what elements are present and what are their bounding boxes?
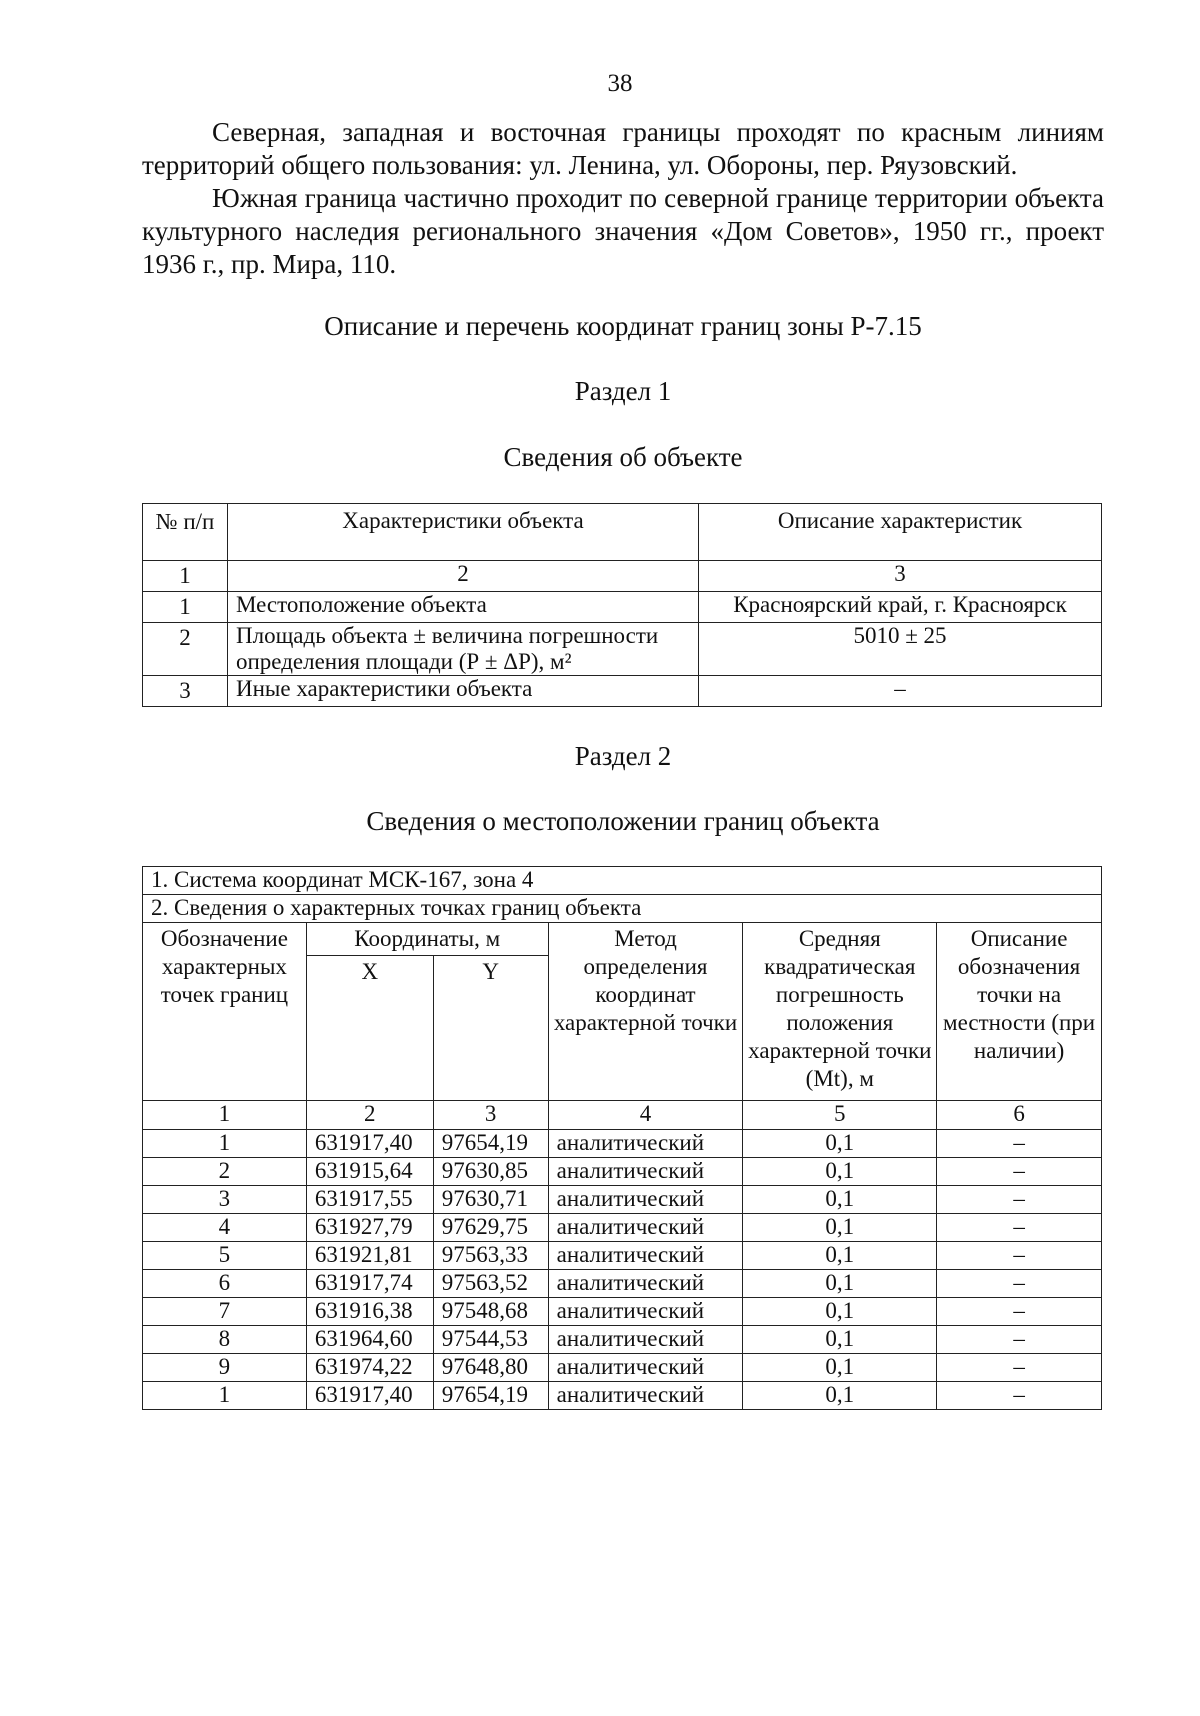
- cell-description: –: [937, 1158, 1102, 1186]
- cell-coord-y: 97548,68: [433, 1298, 548, 1326]
- cell-coord-x: 631917,40: [306, 1130, 433, 1158]
- col-number: 1: [143, 1101, 307, 1130]
- cell-point-id: 6: [143, 1270, 307, 1298]
- cell-point-id: 4: [143, 1214, 307, 1242]
- col-header-characteristics: Характеристики объекта: [228, 504, 699, 561]
- cell-coord-y: 97544,53: [433, 1326, 548, 1354]
- cell-point-id: 5: [143, 1242, 307, 1270]
- column-numbers-row: [143, 561, 1102, 592]
- table-row: [143, 676, 1102, 707]
- section-1-title: Сведения об объекте: [503, 442, 743, 472]
- cell-coord-y: 97629,75: [433, 1214, 548, 1242]
- document-heading: Описание и перечень координат границ зоны Р-7.15: [324, 311, 922, 341]
- row-characteristic: Площадь объекта ± величина погрешности определения площади (Р ± ΔР), м²: [228, 623, 699, 676]
- table-row: [143, 1242, 1102, 1270]
- col-header-description: Описание характеристик: [699, 504, 1102, 561]
- col-number: 1: [143, 561, 228, 592]
- cell-coord-x: 631974,22: [306, 1354, 433, 1382]
- paragraph-south-border: Южная граница частично проходит по северной границе территории объекта культурного наследия регионального значения «Дом Советов», 1950 гг., проект 1936 г., пр. Мира, 110.: [142, 183, 1104, 279]
- cell-method: аналитический: [548, 1214, 743, 1242]
- cell-method: аналитический: [548, 1354, 743, 1382]
- cell-description: –: [937, 1130, 1102, 1158]
- cell-error: 0,1: [743, 1158, 937, 1186]
- cell-method: аналитический: [548, 1158, 743, 1186]
- points-section-title: 2. Сведения о характерных точках границ объекта: [143, 895, 1102, 923]
- cell-point-id: 8: [143, 1326, 307, 1354]
- table-row: [143, 1354, 1102, 1382]
- table-row: [143, 1158, 1102, 1186]
- cell-description: –: [937, 1270, 1102, 1298]
- cell-point-id: 9: [143, 1354, 307, 1382]
- cell-method: аналитический: [548, 1382, 743, 1410]
- col-header-description: Описание обозначения точки на местности (при наличии): [937, 923, 1102, 1101]
- cell-error: 0,1: [743, 1298, 937, 1326]
- cell-error: 0,1: [743, 1326, 937, 1354]
- col-number: 2: [228, 561, 699, 592]
- row-value: –: [699, 676, 1102, 707]
- cell-coord-x: 631917,55: [306, 1186, 433, 1214]
- row-number: 2: [143, 623, 228, 676]
- cell-point-id: 7: [143, 1298, 307, 1326]
- cell-error: 0,1: [743, 1270, 937, 1298]
- boundary-points-table: [142, 866, 1102, 1410]
- cell-point-id: 3: [143, 1186, 307, 1214]
- table-row: [143, 1382, 1102, 1410]
- col-number: 6: [937, 1101, 1102, 1130]
- cell-method: аналитический: [548, 1242, 743, 1270]
- section-2-label: Раздел 2: [574, 741, 672, 771]
- table-row: [143, 1270, 1102, 1298]
- cell-coord-y: 97630,85: [433, 1158, 548, 1186]
- cell-coord-x: 631917,40: [306, 1382, 433, 1410]
- cell-coord-x: 631964,60: [306, 1326, 433, 1354]
- section-1-label: Раздел 1: [574, 376, 672, 406]
- cell-error: 0,1: [743, 1354, 937, 1382]
- cell-error: 0,1: [743, 1186, 937, 1214]
- col-number: 3: [699, 561, 1102, 592]
- paragraph-north-borders: Северная, западная и восточная границы проходят по красным линиям территорий общего пользования: ул. Ленина, ул. Обороны, пер. Ряузовский.: [142, 117, 1104, 180]
- page-number: 38: [607, 70, 633, 97]
- col-header-y: Y: [433, 956, 548, 1101]
- cell-point-id: 2: [143, 1158, 307, 1186]
- row-number: 1: [143, 592, 228, 623]
- cell-coord-x: 631915,64: [306, 1158, 433, 1186]
- cell-error: 0,1: [743, 1130, 937, 1158]
- cell-error: 0,1: [743, 1214, 937, 1242]
- cell-description: –: [937, 1186, 1102, 1214]
- col-number: 2: [306, 1101, 433, 1130]
- cell-coord-y: 97630,71: [433, 1186, 548, 1214]
- column-numbers-row: [143, 1101, 1102, 1130]
- col-header-number: № п/п: [143, 504, 228, 561]
- cell-method: аналитический: [548, 1130, 743, 1158]
- cell-description: –: [937, 1242, 1102, 1270]
- col-number: 3: [433, 1101, 548, 1130]
- cell-error: 0,1: [743, 1242, 937, 1270]
- col-header-x: X: [306, 956, 433, 1101]
- cell-coord-x: 631917,74: [306, 1270, 433, 1298]
- cell-description: –: [937, 1354, 1102, 1382]
- table-row: [143, 1130, 1102, 1158]
- object-info-table: [142, 503, 1102, 707]
- col-header-coordinates: Координаты, м: [306, 923, 548, 956]
- col-header-error: Средняя квадратическая погрешность положения характерной точки (Mt), м: [743, 923, 937, 1101]
- cell-coord-x: 631927,79: [306, 1214, 433, 1242]
- table-header-row: [143, 923, 1102, 956]
- points-body: [143, 1130, 1102, 1410]
- table-row: [143, 1326, 1102, 1354]
- row-characteristic: Иные характеристики объекта: [228, 676, 699, 707]
- cell-description: –: [937, 1214, 1102, 1242]
- cell-point-id: 1: [143, 1382, 307, 1410]
- cell-method: аналитический: [548, 1326, 743, 1354]
- cell-coord-y: 97654,19: [433, 1130, 548, 1158]
- cell-error: 0,1: [743, 1382, 937, 1410]
- coordinate-system: 1. Система координат МСК-167, зона 4: [143, 867, 1102, 895]
- table-row: [143, 1298, 1102, 1326]
- table-row: [143, 1214, 1102, 1242]
- col-number: 4: [548, 1101, 743, 1130]
- table-row: [143, 1186, 1102, 1214]
- table-header-row: [143, 504, 1102, 561]
- row-number: 3: [143, 676, 228, 707]
- cell-description: –: [937, 1382, 1102, 1410]
- cell-method: аналитический: [548, 1298, 743, 1326]
- section-2-title: Сведения о местоположении границ объекта: [366, 806, 880, 836]
- col-number: 5: [743, 1101, 937, 1130]
- cell-coord-y: 97563,33: [433, 1242, 548, 1270]
- col-header-method: Метод определения координат характерной точки: [548, 923, 743, 1101]
- row-characteristic: Местоположение объекта: [228, 592, 699, 623]
- cell-coord-y: 97563,52: [433, 1270, 548, 1298]
- col-header-designation: Обозначение характерных точек границ: [143, 923, 307, 1101]
- cell-method: аналитический: [548, 1186, 743, 1214]
- cell-point-id: 1: [143, 1130, 307, 1158]
- cell-description: –: [937, 1298, 1102, 1326]
- cell-method: аналитический: [548, 1270, 743, 1298]
- cell-coord-y: 97648,80: [433, 1354, 548, 1382]
- cell-coord-x: 631921,81: [306, 1242, 433, 1270]
- row-value: 5010 ± 25: [699, 623, 1102, 676]
- cell-coord-y: 97654,19: [433, 1382, 548, 1410]
- cell-description: –: [937, 1326, 1102, 1354]
- row-value: Красноярский край, г. Красноярск: [699, 592, 1102, 623]
- table-row: [143, 623, 1102, 676]
- table-row: [143, 592, 1102, 623]
- cell-coord-x: 631916,38: [306, 1298, 433, 1326]
